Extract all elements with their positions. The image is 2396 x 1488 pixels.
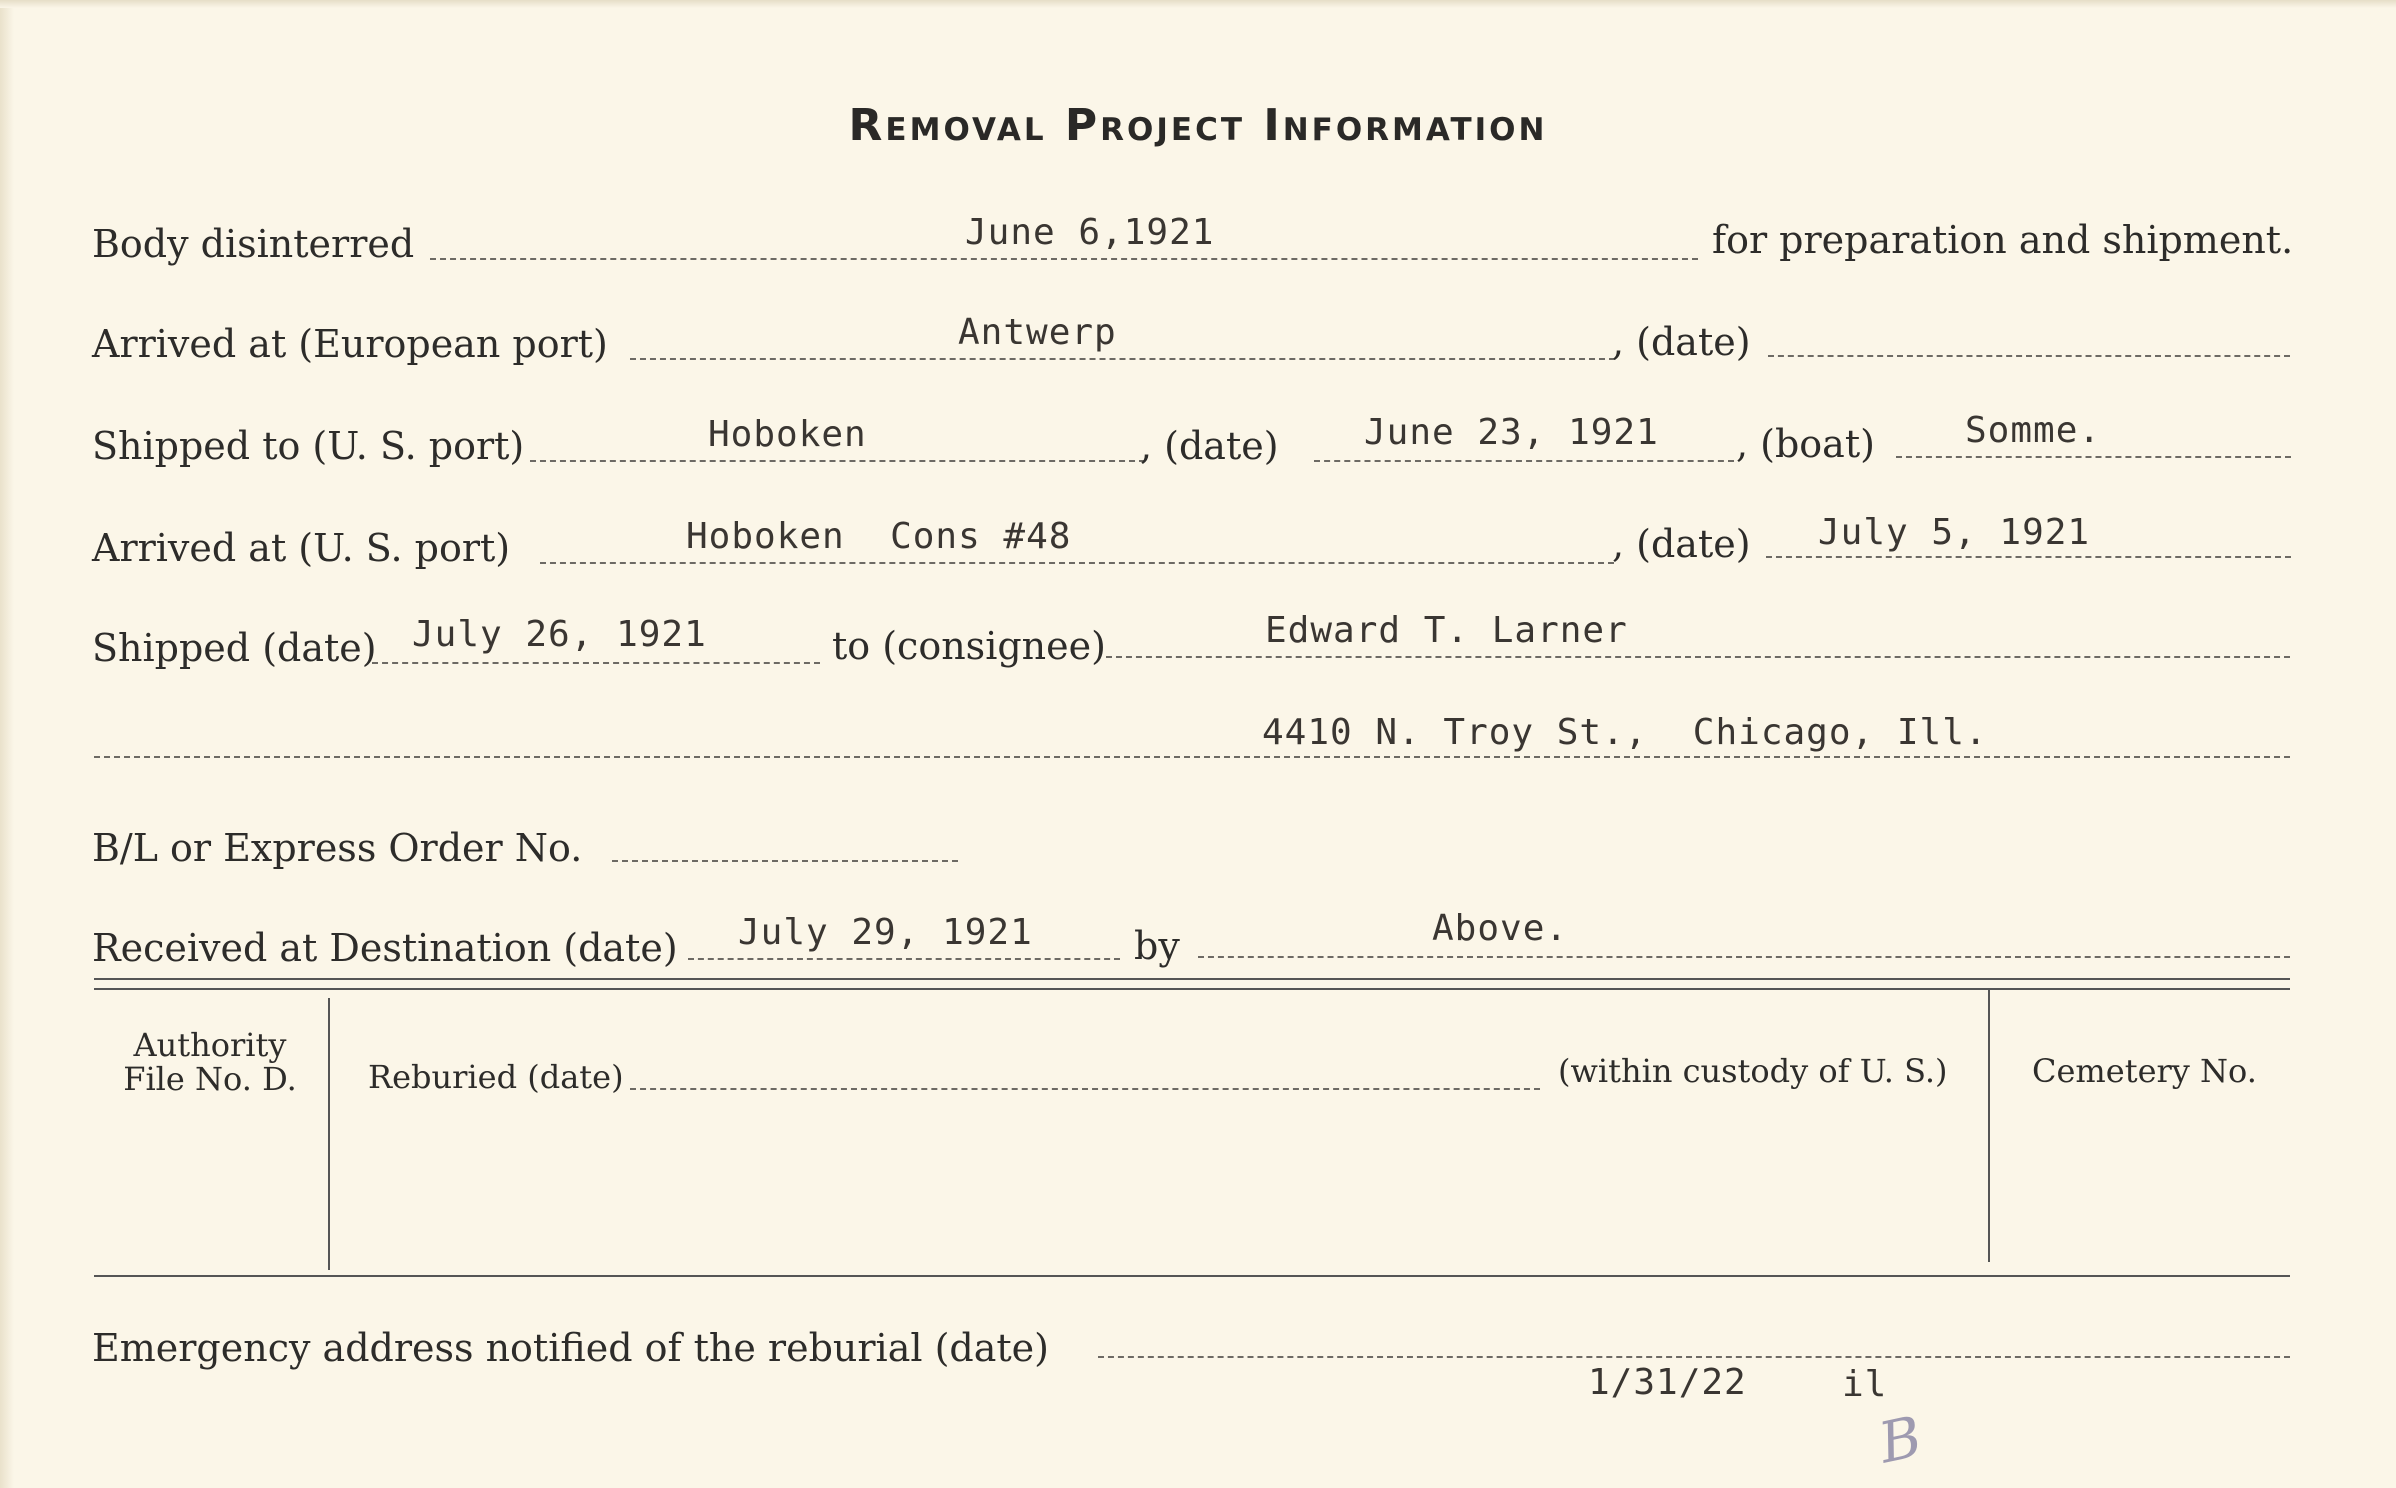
arrived-us-date-value: July 5, 1921 <box>1818 512 2091 553</box>
arrived-europe-label: Arrived at (European port) <box>92 322 608 366</box>
consignee-label: to (consignee) <box>832 624 1106 668</box>
card-edge-top <box>0 0 2396 8</box>
shipped-us-boat-line <box>1896 456 2291 458</box>
arrived-us-label: Arrived at (U. S. port) <box>92 526 511 570</box>
arrived-europe-value: Antwerp <box>958 312 1117 353</box>
arrived-us-value: Hoboken Cons #48 <box>686 516 1072 557</box>
consignee-value: Edward T. Larner <box>1265 610 1628 651</box>
shipped-us-date-label: , (date) <box>1140 424 1279 468</box>
received-by-label: by <box>1134 924 1180 968</box>
card-edge-left <box>0 0 14 1488</box>
box-top-rule-1 <box>94 978 2290 980</box>
handwritten-initials: B <box>1873 1404 1928 1477</box>
authority-label <box>100 1028 320 1096</box>
consignee-line <box>1106 656 2290 658</box>
shipped-us-line <box>530 460 1145 462</box>
disinterred-suffix: for preparation and shipment. <box>1712 218 2294 262</box>
shipped-us-value: Hoboken <box>708 414 867 455</box>
reburied-line <box>630 1088 1540 1090</box>
shipped-date-line <box>372 662 820 664</box>
reburied-label: Reburied (date) <box>368 1058 624 1096</box>
shipped-date-value: July 26, 1921 <box>412 614 707 655</box>
received-label: Received at Destination (date) <box>92 926 678 970</box>
received-by-line <box>1198 956 2290 958</box>
arrived-us-date-label: , (date) <box>1612 522 1751 566</box>
shipped-us-boat-value: Somme. <box>1965 410 2102 451</box>
shipped-us-boat-label: , (boat) <box>1736 422 1875 466</box>
received-value: July 29, 1921 <box>738 912 1033 953</box>
authority-line2: File No. D. <box>123 1060 297 1098</box>
address-line <box>94 756 2290 758</box>
arrived-europe-date-line <box>1768 355 2290 357</box>
box-divider-left <box>328 998 330 1270</box>
arrived-europe-line <box>630 358 1615 360</box>
box-bottom-rule <box>94 1275 2290 1277</box>
bl-label: B/L or Express Order No. <box>92 826 583 870</box>
emergency-note: il <box>1842 1364 1888 1405</box>
shipped-us-date-value: June 23, 1921 <box>1364 412 1659 453</box>
arrived-europe-date-label: , (date) <box>1612 320 1751 364</box>
disinterred-label: Body disinterred <box>92 222 415 266</box>
box-divider-right <box>1988 990 1990 1262</box>
arrived-us-date-line <box>1766 556 2291 558</box>
arrived-us-line <box>540 562 1614 564</box>
page-title: Removal Project Information <box>848 100 1548 151</box>
emergency-value: 1/31/22 <box>1588 1362 1747 1403</box>
shipped-us-label: Shipped to (U. S. port) <box>92 424 525 468</box>
authority-line1: Authority <box>133 1026 287 1064</box>
disinterred-line <box>430 258 1698 260</box>
box-top-rule-2 <box>94 988 2290 990</box>
address-value: 4410 N. Troy St., Chicago, Ill. <box>1262 712 1988 753</box>
disinterred-value: June 6,1921 <box>965 212 1215 253</box>
received-line <box>688 958 1120 960</box>
custody-label: (within custody of U. S.) <box>1558 1052 1948 1090</box>
bl-line <box>612 860 958 862</box>
received-by-value: Above. <box>1432 908 1569 949</box>
emergency-line <box>1098 1356 2290 1358</box>
shipped-date-label: Shipped (date) <box>92 626 377 670</box>
cemetery-label: Cemetery No. <box>2032 1052 2257 1090</box>
shipped-us-date-line <box>1314 460 1734 462</box>
emergency-label: Emergency address notified of the reburial (date) <box>92 1326 1049 1370</box>
